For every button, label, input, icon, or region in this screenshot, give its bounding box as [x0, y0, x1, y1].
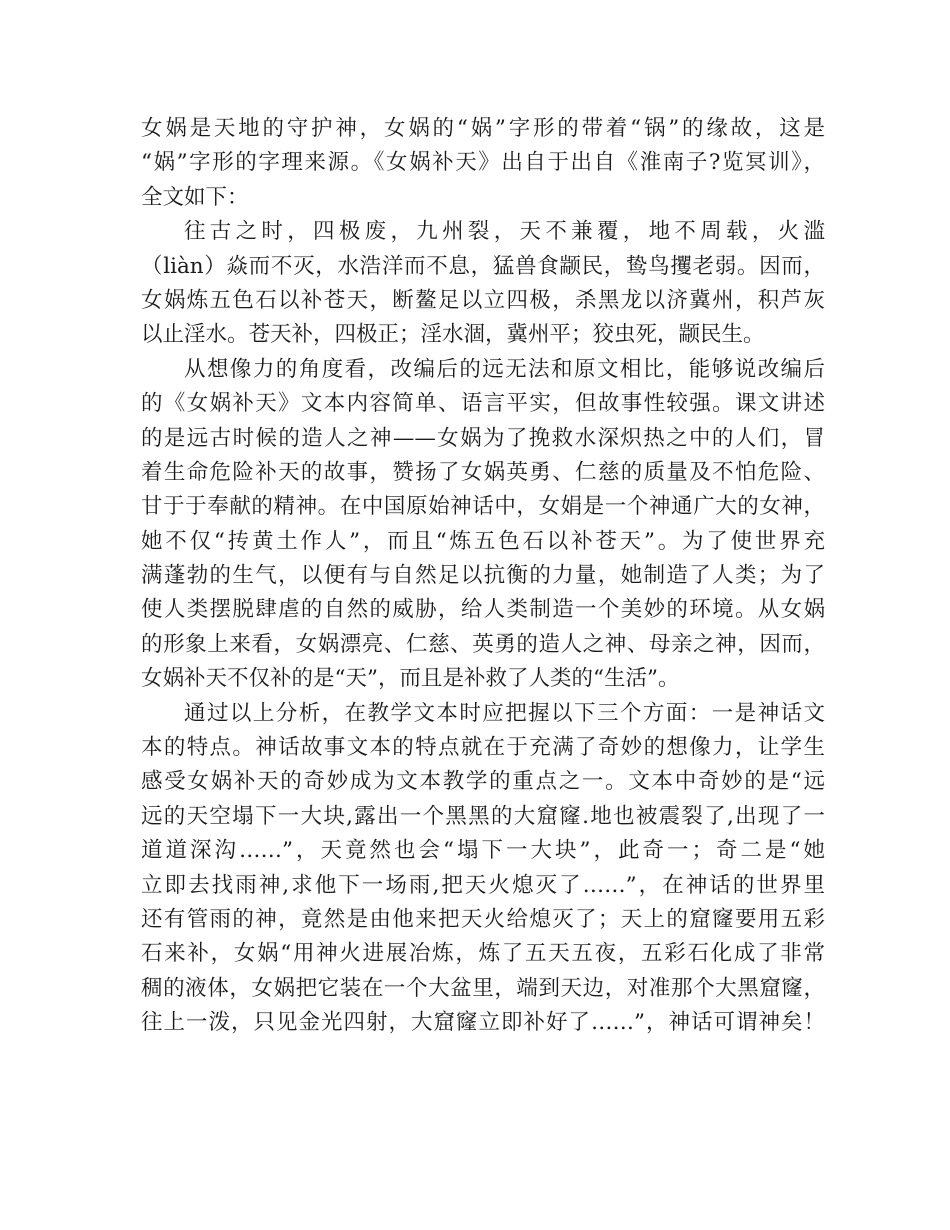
text-line: 她不仅“抟黄土作人”，而且“炼五色石以补苍天”。为了使世界充	[141, 528, 825, 554]
text-line: 女娲炼五色石以补苍天，断鳌足以立四极，杀黑龙以济冀州，积芦灰	[141, 287, 825, 313]
text-line: 还有管雨的神，竟然是由他来把天火给熄灭了；天上的窟窿要用五彩	[141, 906, 825, 932]
text-line: 石来补，女娲“用神火进展冶炼，炼了五天五夜，五彩石化成了非常	[141, 941, 825, 967]
text-line: 的是远古时候的造人之神——女娲为了挽救水深炽热之中的人们，冒	[141, 425, 825, 451]
text-line: 本的特点。神话故事文本的特点就在于充满了奇妙的想像力，让学生	[141, 735, 825, 761]
text-line: （liàn）焱而不灭，水浩洋而不息，猛兽食颛民，鸷鸟攫老弱。因而，	[141, 253, 825, 279]
text-line: 远的天空塌下一大块,露出一个黑黑的大窟窿.地也被震裂了,出现了一	[141, 803, 825, 829]
paragraph-intro	[141, 112, 825, 215]
text-line: 立即去找雨神,求他下一场雨,把天火熄灭了……”，在神话的世界里	[141, 872, 825, 898]
text-line: 着生命危险补天的故事，赞扬了女娲英勇、仁慈的质量及不怕危险、	[141, 459, 825, 485]
text-line: 从想像力的角度看，改编后的远无法和原文相比，能够说改编后	[184, 356, 825, 382]
text-line: “娲”字形的字理来源。《女娲补天》出自于出自《淮南子?览冥训》，	[141, 150, 825, 176]
text-line: 以止淫水。苍天补，四极正；淫水涸，冀州平；狡虫死，颛民生。	[141, 322, 765, 348]
text-line: 全文如下：	[141, 184, 249, 210]
text-line: 满蓬勃的生气，以便有与自然足以抗衡的力量，她制造了人类；为了	[141, 563, 825, 589]
text-line: 往古之时，四极废，九州裂，天不兼覆，地不周载，火滥	[184, 219, 825, 245]
text-line: 通过以上分析，在教学文本时应把握以下三个方面：一是神话文	[184, 700, 825, 726]
paragraph-analysis	[141, 353, 825, 697]
text-line: 的形象上来看，女娲漂亮、仁慈、英勇的造人之神、母亲之神，因而，	[141, 631, 825, 657]
text-line: 使人类摆脱肆虐的自然的威胁，给人类制造一个美妙的环境。从女娲	[141, 597, 825, 623]
text-line: 女娲是天地的守护神，女娲的“娲”字形的带着“锅”的缘故，这是	[141, 116, 825, 141]
text-line: 的《女娲补天》文本内容简单、语言平实，但故事性较强。课文讲述	[141, 391, 825, 417]
text-line: 感受女娲补天的奇妙成为文本教学的重点之一。文本中奇妙的是“远	[141, 769, 825, 795]
text-line: 甘于于奉献的精神。在中国原始神话中，女娟是一个神通广大的女神，	[141, 494, 825, 520]
paragraph-teaching	[141, 697, 825, 1041]
body-text	[141, 112, 825, 1041]
text-line: 女娲补天不仅补的是“天”，而且是补救了人类的“生活”。	[141, 666, 680, 692]
text-line: 稠的液体，女娲把它装在一个大盆里，端到天边，对准那个大黑窟窿，	[141, 975, 825, 1001]
text-line: 道道深沟……”，天竟然也会“塌下一大块”，此奇一；奇二是“她	[141, 838, 825, 864]
paragraph-original-text	[141, 215, 825, 353]
text-line: 往上一泼，只见金光四射，大窟窿立即补好了……”，神话可谓神矣！	[141, 1010, 825, 1036]
